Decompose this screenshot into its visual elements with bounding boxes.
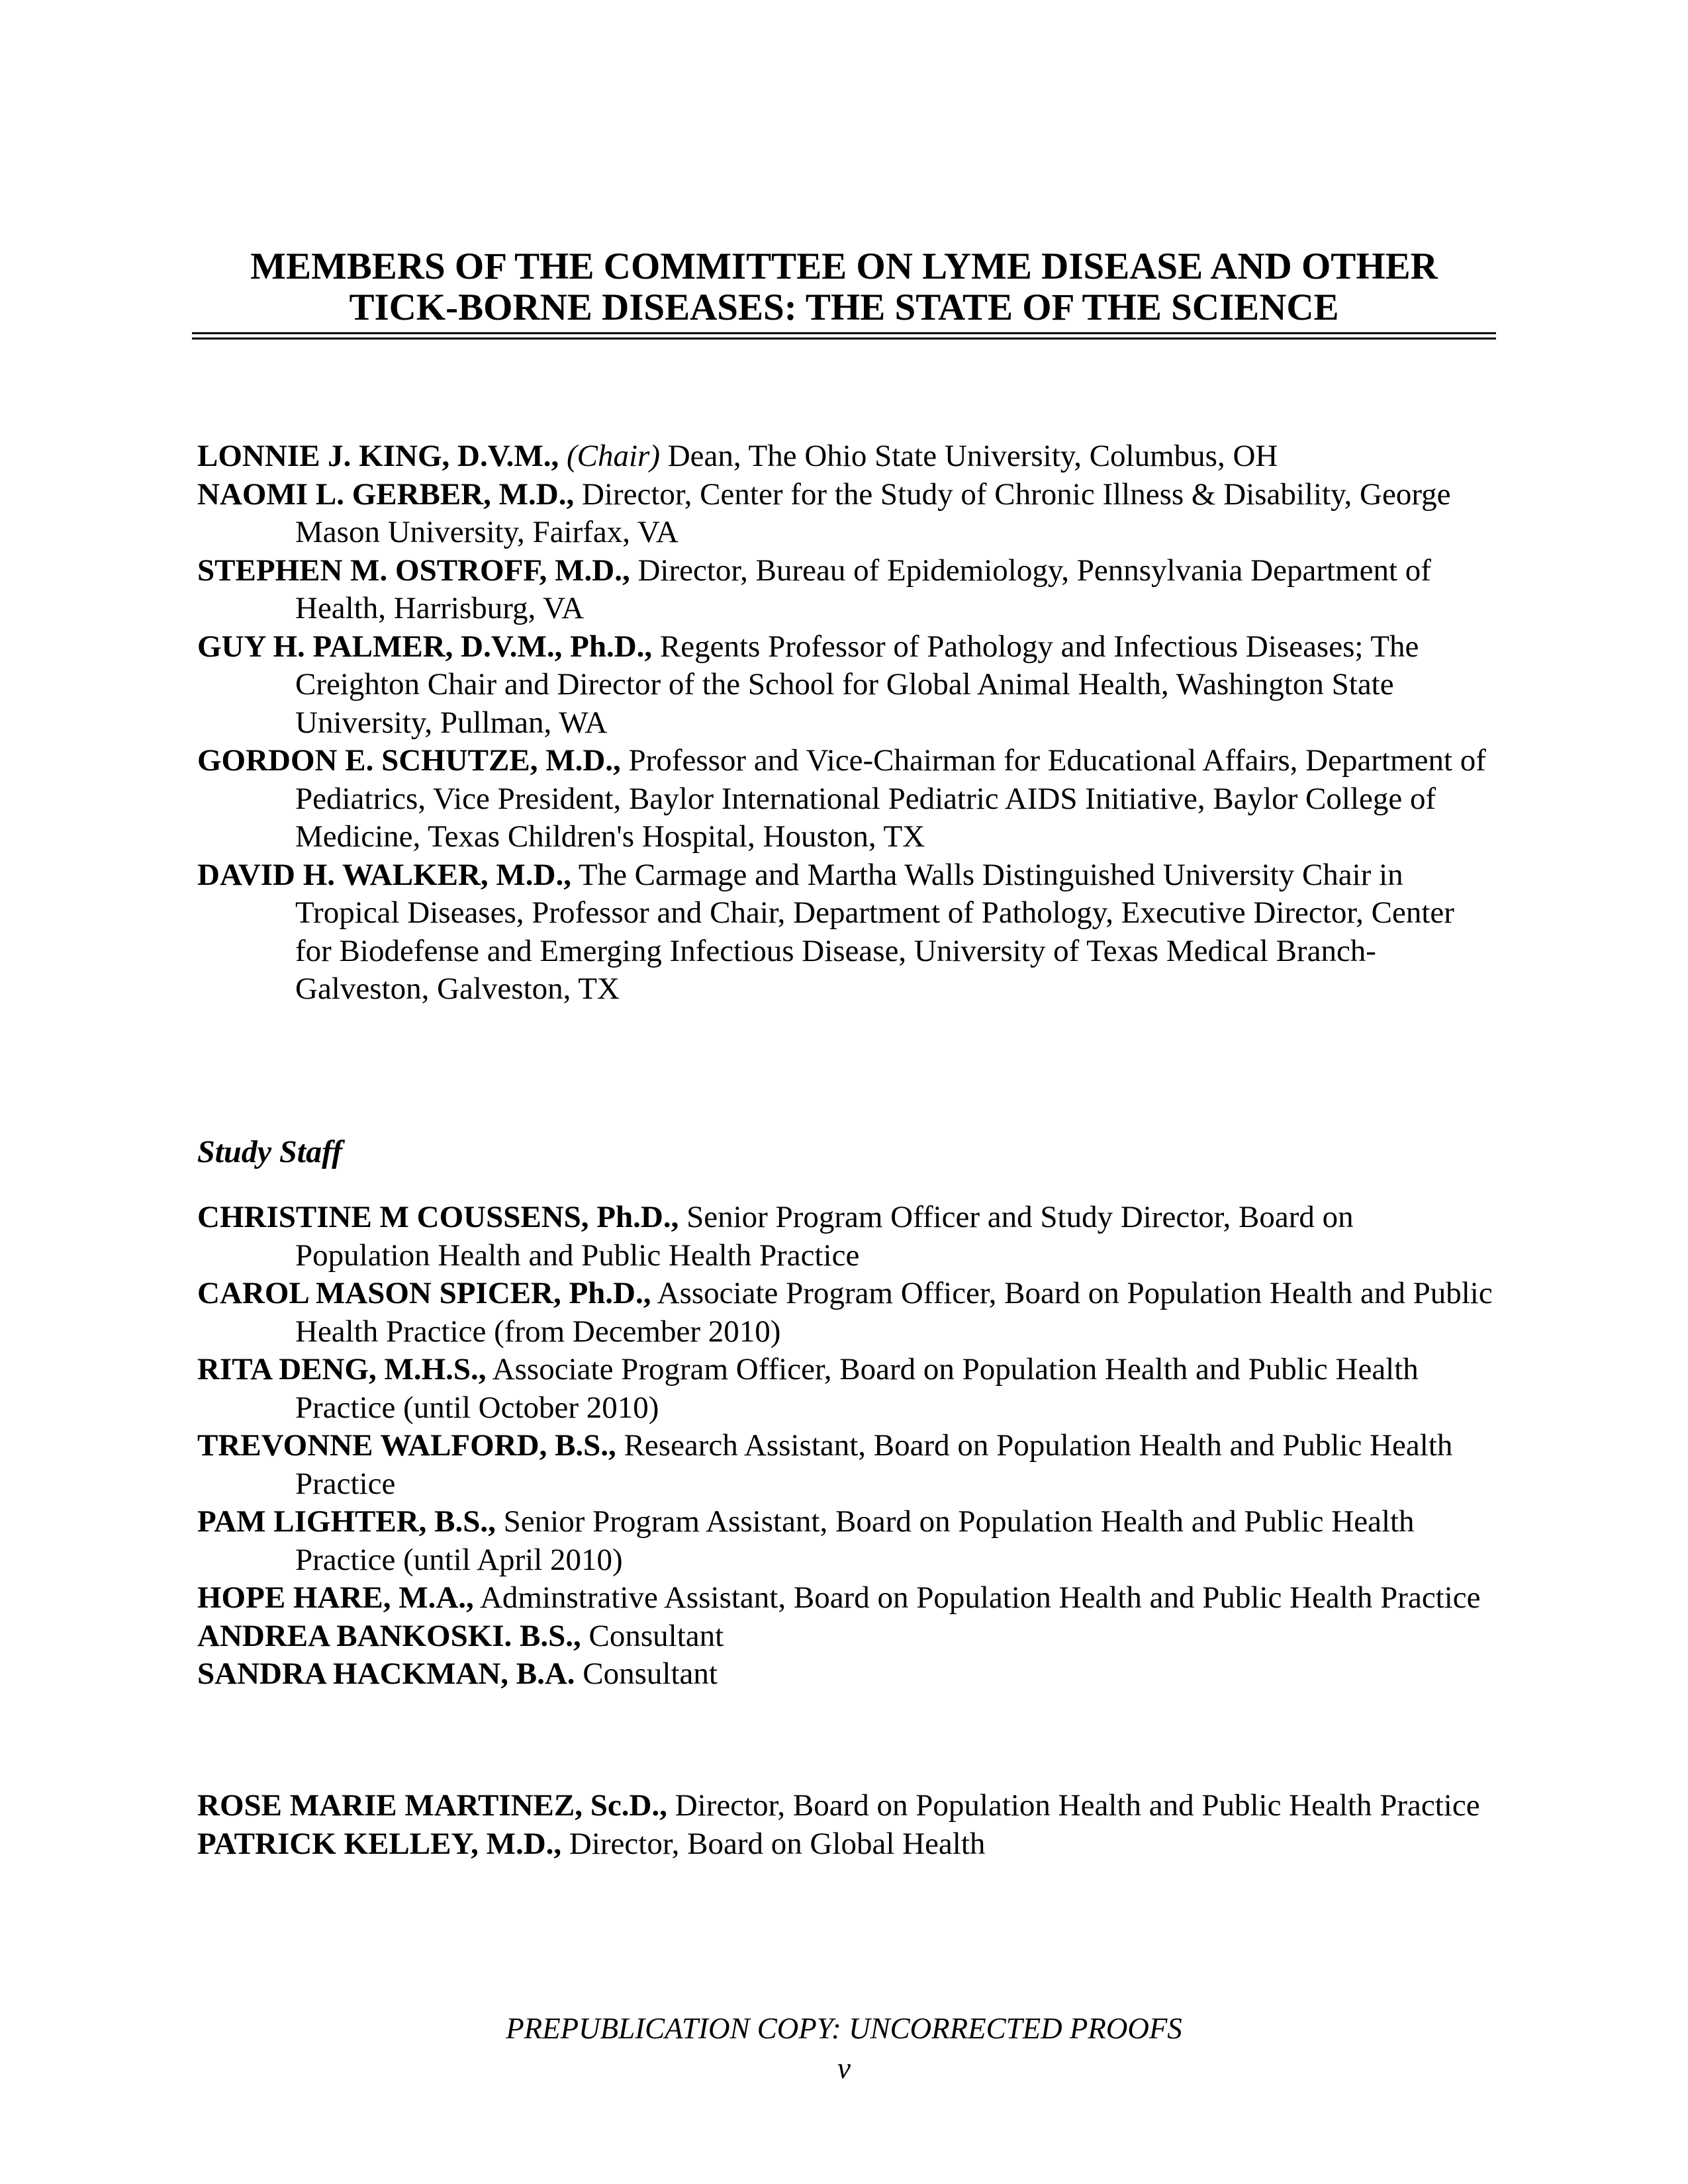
title-rule-bottom xyxy=(192,338,1496,340)
member-name: GUY H. PALMER, D.V.M., Ph.D., xyxy=(197,629,653,664)
director-name: PATRICK KELLEY, M.D., xyxy=(197,1826,562,1861)
member-description: Dean, The Ohio State University, Columbus, OH xyxy=(659,439,1278,473)
committee-entry xyxy=(197,437,1496,476)
staff-entry xyxy=(197,1351,1496,1427)
member-description: Professor and Vice-Chairman for Educational Affairs, Department of Pediatrics, Vice President, Baylor International Pediatric AIDS Initiative, Baylor College of Medicine, Texas Children's Hospital, Houston, TX xyxy=(295,743,1486,854)
staff-name: ANDREA BANKOSKI. B.S., xyxy=(197,1618,581,1653)
director-name: ROSE MARIE MARTINEZ, Sc.D., xyxy=(197,1788,667,1823)
staff-description: Associate Program Officer, Board on Population Health and Public Health Practice (from December 2010) xyxy=(295,1276,1493,1349)
staff-name: HOPE HARE, M.A., xyxy=(197,1580,474,1615)
staff-entry xyxy=(197,1579,1496,1617)
staff-name: SANDRA HACKMAN, B.A. xyxy=(197,1657,575,1691)
staff-name: PAM LIGHTER, B.S., xyxy=(197,1504,496,1539)
member-name: LONNIE J. KING, D.V.M., xyxy=(197,439,559,473)
staff-description: Consultant xyxy=(575,1657,718,1691)
committee-list xyxy=(197,437,1496,1009)
member-name: GORDON E. SCHUTZE, M.D., xyxy=(197,743,621,778)
staff-description: Consultant xyxy=(581,1618,724,1653)
member-name: NAOMI L. GERBER, M.D., xyxy=(197,477,575,512)
staff-name: CHRISTINE M COUSSENS, Ph.D., xyxy=(197,1200,679,1234)
committee-entry xyxy=(197,552,1496,628)
staff-name: RITA DENG, M.H.S., xyxy=(197,1352,487,1387)
staff-entry xyxy=(197,1503,1496,1579)
member-name: STEPHEN M. OSTROFF, M.D., xyxy=(197,553,630,588)
staff-name: TREVONNE WALFORD, B.S., xyxy=(197,1428,616,1463)
member-description: Director, Center for the Study of Chronic Illness & Disability, George Mason University, Fairfax, VA xyxy=(295,477,1451,549)
committee-entry xyxy=(197,628,1496,743)
committee-entry xyxy=(197,856,1496,1009)
staff-entry xyxy=(197,1617,1496,1656)
staff-entry xyxy=(197,1275,1496,1351)
staff-description: Senior Program Assistant, Board on Population Health and Public Health Practice (until April 2010) xyxy=(295,1504,1415,1577)
director-description: Director, Board on Global Health xyxy=(561,1826,986,1861)
page-title xyxy=(192,246,1496,328)
staff-description: Adminstrative Assistant, Board on Population Health and Public Health Practice xyxy=(473,1580,1481,1615)
staff-description: Senior Program Officer and Study Director, Board on Population Health and Public Health Practice xyxy=(295,1200,1354,1273)
member-description: The Carmage and Martha Walls Distinguished University Chair in Tropical Diseases, Professor and Chair, Department of Pathology, Executive Director, Center for Biodefense and Emerging Infectious Disease, University of Texas Medical Branch-Galveston, Galveston, TX xyxy=(295,857,1454,1006)
title-line-2: TICK-BORNE DISEASES: THE STATE OF THE SCIENCE xyxy=(349,287,1339,328)
staff-entry xyxy=(197,1655,1496,1694)
director-entry xyxy=(197,1825,1496,1864)
member-description: Director, Bureau of Epidemiology, Pennsylvania Department of Health, Harrisburg, VA xyxy=(295,553,1431,625)
title-rule-top xyxy=(192,332,1496,334)
director-entry xyxy=(197,1787,1496,1825)
page-number: v xyxy=(837,2052,851,2085)
staff-description: Research Assistant, Board on Population Health and Public Health Practice xyxy=(295,1428,1453,1501)
staff-name: CAROL MASON SPICER, Ph.D., xyxy=(197,1276,651,1310)
member-description: Regents Professor of Pathology and Infectious Diseases; The Creighton Chair and Director of the School for Global Animal Health, Washington State University, Pullman, WA xyxy=(295,629,1419,740)
member-role: (Chair) xyxy=(566,439,660,473)
study-staff-heading: Study Staff xyxy=(197,1134,343,1169)
prepublication-notice: PREPUBLICATION COPY: UNCORRECTED PROOFS xyxy=(506,2012,1182,2045)
staff-entry xyxy=(197,1199,1496,1275)
staff-description: Associate Program Officer, Board on Population Health and Public Health Practice (until October 2010) xyxy=(295,1352,1419,1425)
title-line-1: MEMBERS OF THE COMMITTEE ON LYME DISEASE AND OTHER xyxy=(250,246,1438,287)
directors-list xyxy=(197,1787,1496,1863)
director-description: Director, Board on Population Health and Public Health Practice xyxy=(667,1788,1480,1823)
committee-entry xyxy=(197,742,1496,856)
committee-entry xyxy=(197,476,1496,552)
staff-list xyxy=(197,1199,1496,1694)
member-name: DAVID H. WALKER, M.D., xyxy=(197,857,571,892)
staff-entry xyxy=(197,1427,1496,1503)
